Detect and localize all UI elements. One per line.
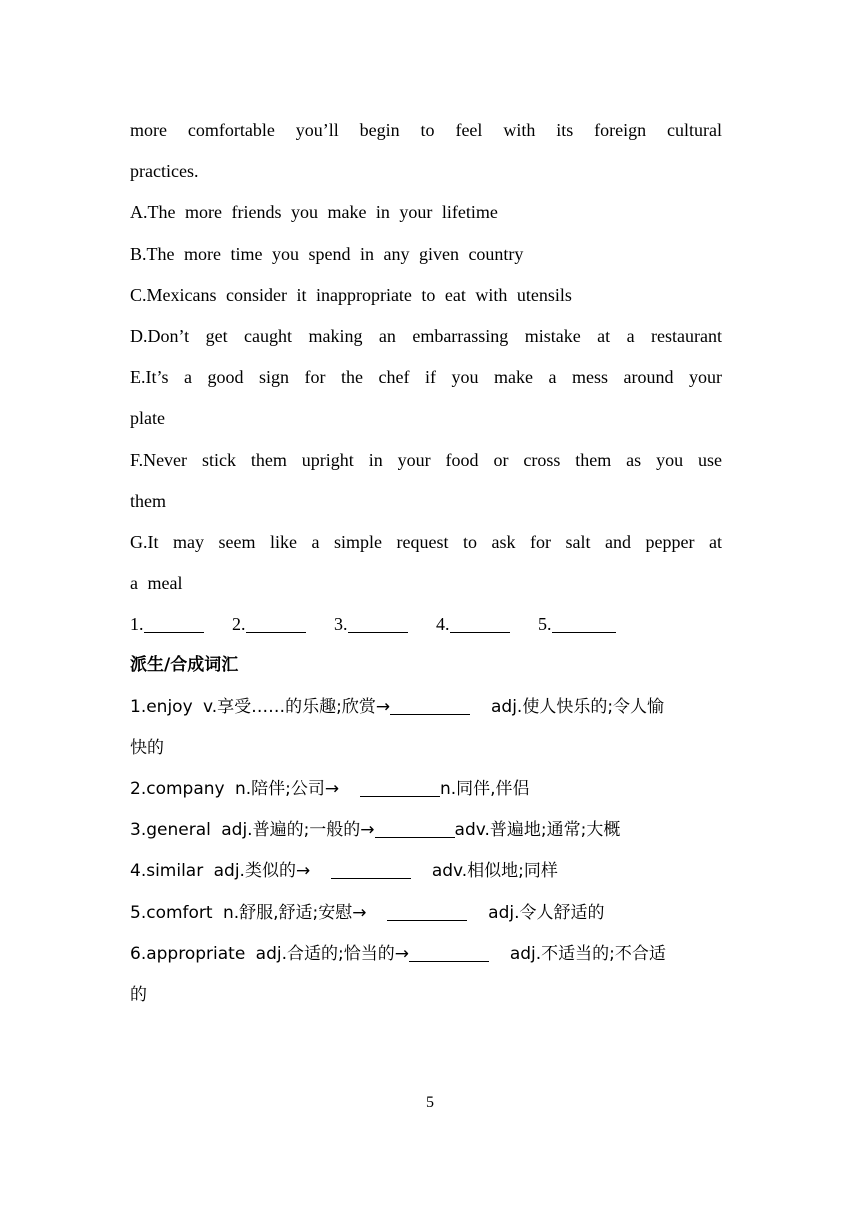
answer-blank-4[interactable] <box>450 614 510 633</box>
vocab-item-2 <box>130 769 722 810</box>
option-g: G.It may seem like a simple request to ask for salt and pepper at <box>130 531 722 552</box>
vocab-item-5 <box>130 893 722 934</box>
vocab-item-6-cont: 的 <box>130 984 147 1005</box>
answer-label-3: 3. <box>334 614 348 635</box>
vocab-item-3 <box>130 810 722 851</box>
vocab-item-4-meaning: adv.相似地;同样 <box>431 861 558 882</box>
option-f-cont: them <box>130 490 166 511</box>
option-f: F.Never stick them upright in your food or cross them as you use <box>130 449 722 470</box>
vocab-item-3-text: 3.general adj.普遍的;一般的→ <box>130 820 375 841</box>
vocab-item-5-meaning: adj.令人舒适的 <box>488 902 605 923</box>
answer-label-1: 1. <box>130 614 144 635</box>
vocab-blank-5[interactable] <box>387 902 467 921</box>
answer-label-4: 4. <box>436 614 450 635</box>
option-g-cont: a meal <box>130 573 183 594</box>
vocab-blank-2[interactable] <box>360 778 440 797</box>
vocab-item-1 <box>130 687 722 728</box>
vocab-item-4-text: 4.similar adj.类似的→ <box>130 861 311 882</box>
option-d: D.Don’t get caught making an embarrassing mistake at a restaurant <box>130 325 722 346</box>
option-b: B.The more time you spend in any given country <box>130 243 524 264</box>
vocab-item-6-meaning: adj.不适当的;不合适 <box>509 943 666 964</box>
vocab-item-1-meaning: adj.使人快乐的;令人愉 <box>490 696 665 717</box>
option-e-cont: plate <box>130 408 165 429</box>
page-number: 5 <box>426 1094 434 1111</box>
vocab-blank-6[interactable] <box>409 943 489 962</box>
vocab-item-1-cont: 快的 <box>130 737 164 758</box>
option-a: A.The more friends you make in your lifetime <box>130 202 498 223</box>
vocab-item-2-meaning: n.同伴,伴侣 <box>439 779 530 799</box>
vocab-item-1-text: 1.enjoy v.享受……的乐趣;欣赏→ <box>130 696 391 717</box>
vocab-blank-4[interactable] <box>331 860 411 879</box>
option-c: C.Mexicans consider it inappropriate to eat with utensils <box>130 284 572 305</box>
answer-label-5: 5. <box>538 614 552 635</box>
passage-text-line: practices. <box>130 161 199 182</box>
option-e: E.It’s a good sign for the chef if you make a mess around your <box>130 367 722 388</box>
vocab-item-6 <box>130 934 722 975</box>
vocab-blank-3[interactable] <box>375 819 455 838</box>
answer-blank-1[interactable] <box>144 614 204 633</box>
answer-label-2: 2. <box>232 614 246 635</box>
answer-blank-5[interactable] <box>552 614 616 633</box>
vocab-item-4 <box>130 851 722 892</box>
answer-blank-2[interactable] <box>246 614 306 633</box>
vocab-blank-1[interactable] <box>390 696 470 715</box>
answer-blanks <box>130 604 722 645</box>
vocab-item-5-text: 5.comfort n.舒服,舒适;安慰→ <box>130 902 367 923</box>
document-page <box>130 110 722 1016</box>
vocab-item-3-meaning: adv.普遍地;通常;大概 <box>454 820 621 841</box>
passage-text-line: more comfortable you’ll begin to feel with its foreign cultural <box>130 120 722 140</box>
vocab-item-2-text: 2.company n.陪伴;公司→ <box>130 779 340 799</box>
answer-blank-3[interactable] <box>348 614 408 633</box>
vocab-item-6-text: 6.appropriate adj.合适的;恰当的→ <box>130 943 409 964</box>
section-heading: 派生/合成词汇 <box>130 655 239 676</box>
